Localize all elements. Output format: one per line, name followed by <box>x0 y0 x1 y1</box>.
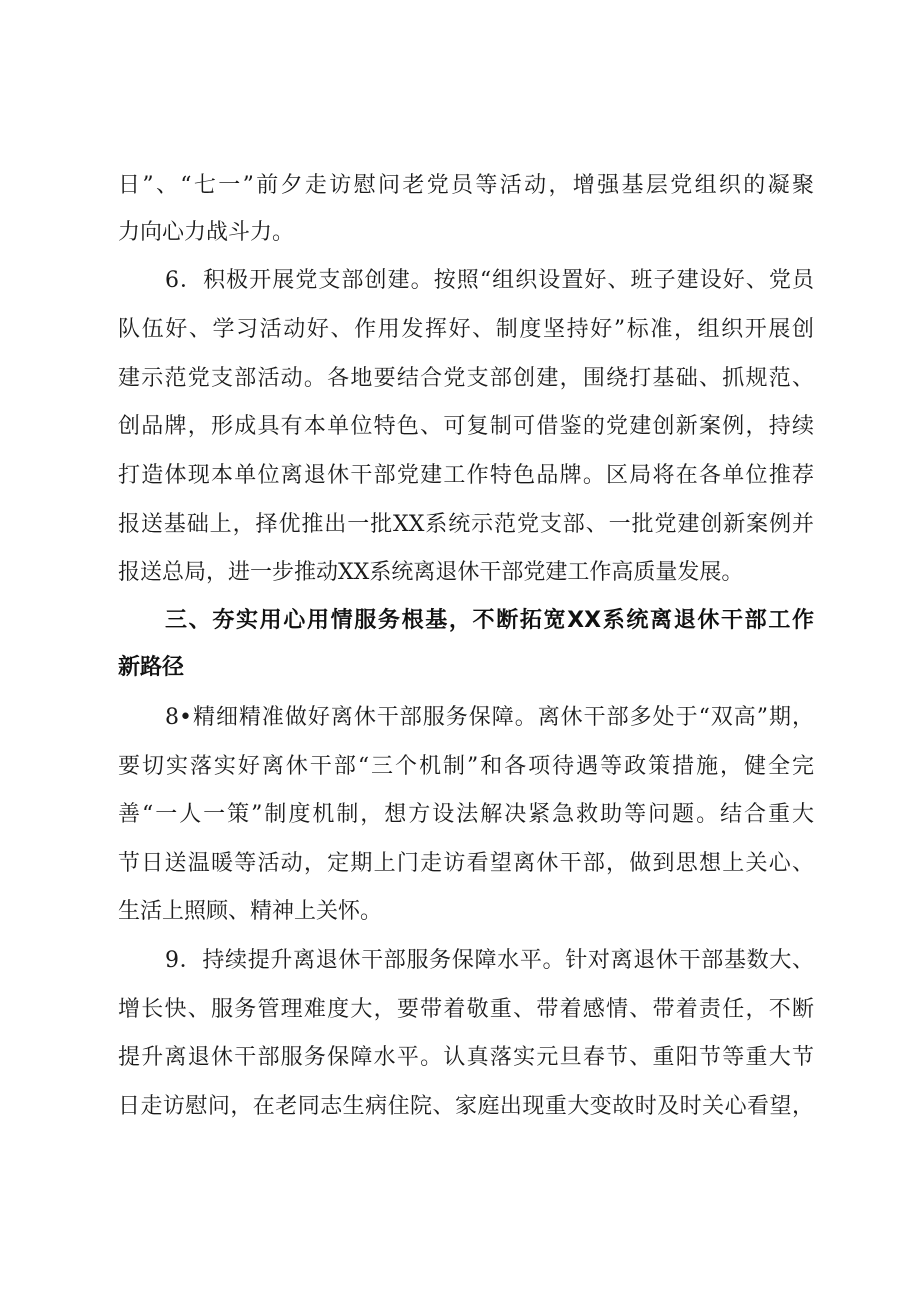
paragraph-6-first-line: 6．积极开展党支部创建。按照“组织设置好、班子建设好、党员 <box>165 268 814 293</box>
paragraph-9-first-line: 9．持续提升离退休干部服务保障水平。针对离退休干部基数大、 <box>165 948 814 973</box>
paragraph-8-first-line: 8•精细精准做好离休干部服务保障。离休干部多处于“双高”期， <box>165 705 814 730</box>
text-line: 增长快、服务管理难度大，要带着敬重、带着感情、带着责任，不断 <box>118 997 814 1022</box>
text-line: 打造体现本单位离退休干部党建工作特色品牌。区局将在各单位推荐 <box>118 463 814 488</box>
text-line: 队伍好、学习活动好、作用发挥好、制度坚持好”标准，组织开展创 <box>118 317 814 342</box>
text-line: 要切实落实好离休干部“三个机制”和各项待遇等政策措施，健全完 <box>118 754 814 779</box>
text-line: 力向心力战斗力。 <box>118 220 295 245</box>
section-heading: 三、夯实用心用情服务根基，不断拓宽XX系统离退休干部工作 <box>165 608 814 633</box>
section-heading-continued: 新路径 <box>118 655 185 680</box>
text-line: 创品牌，形成具有本单位特色、可复制可借鉴的党建创新案例，持续 <box>118 414 814 439</box>
text-line: 日”、“七一”前夕走访慰问老党员等活动，增强基层党组织的凝聚 <box>118 173 814 198</box>
text-line: 提升离退休干部服务保障水平。认真落实元旦春节、重阳节等重大节 <box>118 1045 814 1070</box>
text-line: 日走访慰问，在老同志生病住院、家庭出现重大变故时及时关心看望， <box>118 1094 814 1119</box>
text-line: 建示范党支部活动。各地要结合党支部创建，围绕打基础、抓规范、 <box>118 366 814 391</box>
text-line: 善“一人一策”制度机制，想方设法解决紧急救助等问题。结合重大 <box>118 802 814 827</box>
text-line: 报送基础上，择优推出一批XX系统示范党支部、一批党建创新案例并 <box>118 512 814 537</box>
text-line: 报送总局，进一步推动XX系统离退休干部党建工作高质量发展。 <box>118 560 744 585</box>
text-line: 节日送温暖等活动，定期上门走访看望离休干部，做到思想上关心、 <box>118 851 814 876</box>
text-line: 生活上照顾、精神上关怀。 <box>118 899 383 924</box>
